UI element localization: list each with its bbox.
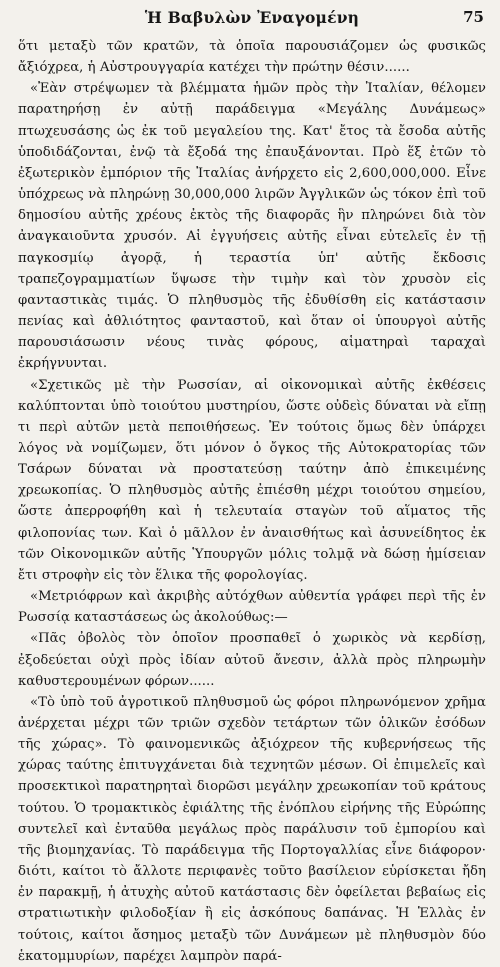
paragraph: «Πᾶς ὀβολὸς τὸν ὁποῖον προσπαθεῖ ὁ χωρικὸς νὰ κερδίσῃ, ἐξοδεύεται οὐχὶ πρὸς ἰδίαν αὐτοῦ ἄνεσιν, ἀλλὰ πρὸς πληρωμὴν καθυστερουμένων φόρων...... — [18, 631, 486, 689]
running-title: Ἡ Βαβυλὼν Ἐναγομένη — [144, 8, 360, 27]
paragraph: «Ἐὰν στρέψωμεν τὰ βλέμματα ἡμῶν πρὸς τὴν Ἰταλίαν, θέλομεν παρατηρήσῃ ἐν αὐτῇ παράδειγμα «Μεγάλης Δυνάμεως» πτωχευσάσης ὡς ἐκ τοῦ μεγαλείου της. Κατ' ἔτος τὰ ἔσοδα αὐτῆς ὑποδιδάζονται, ἐνῷ τὰ ἔξοδά της ἐπαυξάνονται. Πρὸ ἕξ ἐτῶν τὸ ἐξωτερικὸν ἐμπόριον τῆς Ἰταλίας ἀνήρχετο εἰς 2,600,000,000. Εἶνε ὑπόχρεως νὰ πληρώνῃ 30,000,000 λιρῶν Ἀγγλικῶν ὡς τόκον ἐπὶ τοῦ δημοσίου αὐτῆς χρέους ἐκτὸς τῆς διαφορᾶς ἣν πληρώνει διὰ τὸν ἀναγκαιοῦντα χρυσόν. Αἱ ἐγγυήσεις αὐτῆς εἶναι εὐτελεῖς ἐν τῇ παγκοσμίῳ ἀγορᾷ, ἡ τεραστία ὑπ' αὐτῆς ἔκδοσις τραπεζογραμματίων ὕψωσε τὴν τιμὴν καὶ τὸν χρυσὸν εἰς φανταστικὰς τιμάς. Ὁ πληθυσμὸς τῆς ἐδυθίσθη εἰς κατάστασιν πενίας καὶ ἀθλιότητος φανταστοῦ, καὶ ὅταν οἱ ὑπουργοὶ αὐτῆς παρουσιάσωσιν νέους τινὰς φόρους, αἱματηραὶ ταραχαὶ ἐκρήγνυνται. — [18, 81, 486, 372]
paragraph: «Τὸ ὑπὸ τοῦ ἀγροτικοῦ πληθυσμοῦ ὡς φόροι πληρωνόμενον χρῆμα ἀνέρχεται μέχρι τῶν τριῶν σχεδὸν τετάρτων τῶν ὁλικῶν ἐσόδων τῆς χώρας». Τὸ φαινομενικῶς ἀξιόχρεον τῆς κυβερνήσεως τῆς χώρας ταύτης ἐπιτυγχάνεται διὰ τεχνητῶν μέσων. Οἱ ἐπιμελεῖς καὶ προσεκτικοὶ παρατηρηταὶ διορῶσι μεγάλην χρεωκοπίαν τοῦ κράτους τούτου. Ὁ τρομακτικὸς ἐφιάλτης τῆς ἐνόπλου εἰρήνης τῆς Εὐρώπης συντελεῖ καὶ ἐνταῦθα μεγάλως πρὸς παράλυσιν τοῦ ἐμπορίου καὶ τῆς βιομηχανίας. Τὸ παράδειγμα τῆς Πορτογαλλίας εἶνε διάφορον· διότι, καίτοι τὸ ἄλλοτε περιφανὲς τοῦτο βασίλειον εὑρίσκεται ἤδη ἐν παρακμῇ, ἡ ἀτυχὴς αὐτοῦ κατάστασις δὲν ὀφείλεται βεβαίως εἰς στρατιωτικὴν φιλοδοξίαν ἢ εἰς ἀσκόπους δαπάνας. Ἡ Ἑλλὰς ἐν τούτοις, καίτοι ἄσημος μεταξὺ τῶν Δυνάμεων μὲ πληθυσμὸν δύο ἑκατομμυρίων, παρέχει λαμπρὸν παρά- — [18, 694, 486, 964]
page-header — [18, 6, 486, 28]
paragraph: «Σχετικῶς μὲ τὴν Ρωσσίαν, αἱ οἰκονομικαὶ αὐτῆς ἐκθέσεις καλύπτονται ὑπὸ τοιούτου μυστηρίου, ὥστε οὐδεὶς δύναται νὰ εἴπῃ τι περὶ αὐτῶν μετὰ πεποιθήσεως. Ἐν τούτοις ὅμως δὲν ὑπάρχει λόγος νὰ νομίζωμεν, ὅτι μόνον ὁ ὄγκος τῆς Αὐτοκρατορίας τῶν Τσάρων δύναται νὰ προστατεύσῃ ταύτην ἀπὸ ἐπικειμένης χρεωκοπίας. Ὁ πληθυσμὸς αὐτῆς ἐπιέσθη μέχρι τοιούτου σημείου, ὥστε ἀπερροφήθη καὶ ἡ τελευταία σταγὼν τοῦ αἵματος τῆς φιλοπονίας των. Καὶ ὁ μᾶλλον ἐν ἀναισθήτως καὶ ἀσυνείδητος ἐκ τῶν Οἰκονομικῶν αὐτῆς Ὑπουργῶν μόλις τολμᾷ νὰ δώσῃ ἡμίσειαν ἔτι στροφὴν εἰς τὸν ἕλικα τῆς φορολογίας. — [18, 377, 486, 583]
body-text — [18, 36, 486, 967]
paragraph: ὅτι μεταξὺ τῶν κρατῶν, τὰ ὁποῖα παρουσιάζομεν ὡς φυσικῶς ἄξιόχρεα, ἡ Αὐστρουγγαρία κατέχει τὴν πρώτην θέσιν...... — [18, 39, 486, 76]
page-number: 75 — [463, 8, 484, 26]
paragraph: «Μετριόφρων καὶ ἀκριβὴς αὐτόχθων αὐθεντία γράφει περὶ τῆς ἐν Ρωσσίᾳ καταστάσεως ὡς ἀκολούθως:— — [18, 589, 486, 626]
